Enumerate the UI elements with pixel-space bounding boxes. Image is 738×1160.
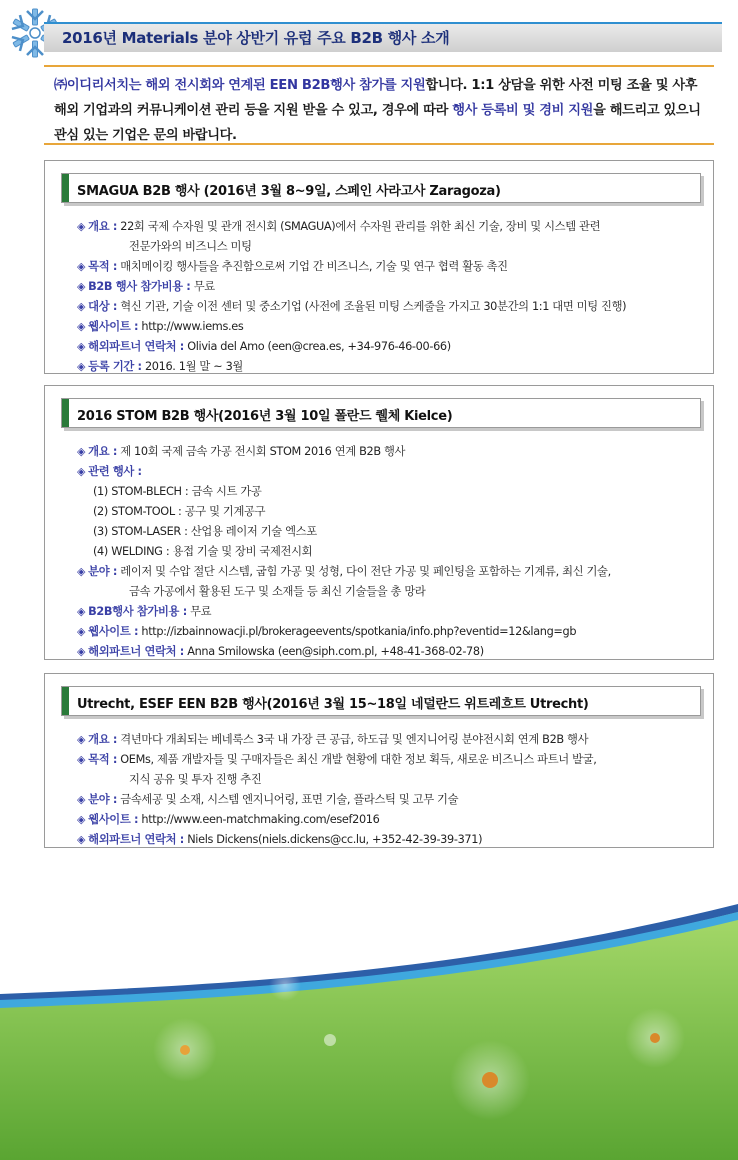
list-item-continuation: 전문가와의 비즈니스 미팅 [129, 240, 252, 253]
item-text: http://izbainnowacji.pl/brokerageevents/spotkania/info.php?eventid=12&lang=gb [138, 625, 577, 638]
list-item [77, 217, 705, 237]
list-item [77, 462, 705, 482]
item-label: 관련 행사 : [88, 465, 142, 478]
item-label: 웹사이트 : [88, 625, 139, 638]
page-title: 2016년 Materials 분야 상반기 유럽 주요 B2B 행사 소개 [62, 29, 450, 47]
diamond-bullet-icon: ◈ [77, 220, 86, 233]
list-item-continuation: 금속 가공에서 활용된 도구 및 소재들 등 최신 기술들을 총 망라 [129, 585, 426, 598]
intro-company: ㈜이디리서치는 [54, 78, 142, 93]
list-item [77, 602, 705, 622]
intro-text-2: 합니다. 1:1 상담을 위한 사전 미팅 조율 및 사후 해외 기업과의 커뮤니케이션 관리 등을 지원 받을 수 있고, 경우에 따라 [54, 78, 698, 118]
list-item [77, 357, 705, 377]
section-title: 2016 STOM B2B 행사(2016년 3월 10일 폴란드 퀠체 Kielce) [77, 409, 453, 424]
section-items [77, 730, 705, 850]
item-text: Niels Dickens(niels.dickens@cc.lu, +352-42-39-39-371) [183, 833, 483, 846]
event-section-esef [44, 673, 714, 848]
section-title: Utrecht, ESEF EEN B2B 행사(2016년 3월 15~18일 네덜란드 위트레흐트 Utrecht) [77, 697, 589, 712]
item-label: 등록 기간 : [88, 360, 142, 373]
list-item [77, 642, 705, 662]
diamond-bullet-icon: ◈ [77, 320, 86, 333]
item-label: 해외파트너 연락처 : [88, 833, 184, 846]
item-text: Olivia del Amo (een@crea.es, +34-976-46-00-66) [183, 340, 451, 353]
diamond-bullet-icon: ◈ [77, 340, 86, 353]
diamond-bullet-icon: ◈ [77, 793, 86, 806]
intro-paragraph [44, 65, 714, 145]
list-item [77, 442, 705, 462]
diamond-bullet-icon: ◈ [77, 300, 86, 313]
item-text: 무료 [190, 280, 215, 293]
section-header-accent [62, 399, 69, 427]
item-label: 분야 : [88, 565, 118, 578]
section-items [77, 217, 705, 377]
list-item [77, 297, 705, 317]
section-header-accent [62, 174, 69, 202]
diamond-bullet-icon: ◈ [77, 605, 86, 618]
item-label: 목적 : [88, 260, 118, 273]
list-item [77, 317, 705, 337]
diamond-bullet-icon: ◈ [77, 733, 86, 746]
diamond-bullet-icon: ◈ [77, 280, 86, 293]
item-text: 22회 국제 수자원 및 관개 전시회 (SMAGUA)에서 수자원 관리를 위한 최신 기술, 장비 및 시스템 관련 [117, 220, 601, 233]
list-item [77, 790, 705, 810]
list-item [77, 830, 705, 850]
list-item [77, 810, 705, 830]
intro-text-3: 을 해드리고 있으니 관심 있는 기업은 문의 바랍니다. [54, 103, 701, 143]
sub-list-item: (2) STOM-TOOL : 공구 및 기계공구 [93, 505, 266, 518]
intro-highlight-1: 해외 전시회와 연계된 EEN B2B행사 참가를 지원 [145, 78, 426, 93]
item-label: 목적 : [88, 753, 118, 766]
item-text: 무료 [186, 605, 212, 618]
section-header-accent [62, 687, 69, 715]
diamond-bullet-icon: ◈ [77, 753, 86, 766]
item-text: 제 10회 국제 금속 가공 전시회 STOM 2016 연계 B2B 행사 [117, 445, 406, 458]
item-text: 레이저 및 수압 절단 시스템, 굽힘 가공 및 성형, 다이 전단 가공 및 페인팅을 포함하는 기계류, 최신 기술, [117, 565, 611, 578]
section-title: SMAGUA B2B 행사 (2016년 3월 8~9일, 스페인 사라고사 Zaragoza) [77, 184, 501, 199]
diamond-bullet-icon: ◈ [77, 260, 86, 273]
list-item-continuation: 지식 공유 및 투자 진행 추진 [129, 773, 262, 786]
section-header [61, 173, 701, 203]
item-text: http://www.iems.es [138, 320, 244, 333]
item-label: 대상 : [88, 300, 118, 313]
list-item [77, 277, 705, 297]
list-item [77, 337, 705, 357]
item-text: http://www.een-matchmaking.com/esef2016 [138, 813, 380, 826]
item-text: 금속세공 및 소재, 시스템 엔지니어링, 표면 기술, 플라스틱 및 고무 기술 [117, 793, 459, 806]
item-text: 격년마다 개최되는 베네룩스 3국 내 가장 큰 공급, 하도급 및 엔지니어링 분야전시회 연계 B2B 행사 [117, 733, 589, 746]
section-items [77, 442, 705, 662]
diamond-bullet-icon: ◈ [77, 645, 86, 658]
diamond-bullet-icon: ◈ [77, 813, 86, 826]
sub-list-item: (4) WELDING : 용접 기술 및 장비 국제전시회 [93, 545, 313, 558]
diamond-bullet-icon: ◈ [77, 625, 86, 638]
item-text: OEMs, 제품 개발자들 및 구매자들은 최신 개발 현황에 대한 정보 획득, 새로운 비즈니스 파트너 발굴, [117, 753, 597, 766]
item-text: Anna Smilowska (een@siph.com.pl, +48-41-368-02-78) [183, 645, 484, 658]
diamond-bullet-icon: ◈ [77, 445, 86, 458]
item-label: 해외파트너 연락처 : [88, 645, 184, 658]
list-item [77, 257, 705, 277]
sub-list-item: (1) STOM-BLECH : 금속 시트 가공 [93, 485, 262, 498]
event-section-smagua [44, 160, 714, 374]
intro-highlight-2: 행사 등록비 및 경비 지원 [452, 103, 594, 118]
item-label: 개요 : [88, 733, 118, 746]
diamond-bullet-icon: ◈ [77, 360, 86, 373]
item-label: B2B 행사 참가비용 : [88, 280, 191, 293]
item-label: 개요 : [88, 445, 118, 458]
item-label: 해외파트너 연락처 : [88, 340, 184, 353]
list-item [77, 622, 705, 642]
list-item [77, 562, 705, 582]
diamond-bullet-icon: ◈ [77, 465, 86, 478]
item-text: 혁신 기관, 기술 이전 센터 및 중소기업 (사전에 조율된 미팅 스케줄을 가지고 30분간의 1:1 대면 미팅 진행) [117, 300, 627, 313]
section-header [61, 686, 701, 716]
list-item [77, 750, 705, 770]
item-label: B2B행사 참가비용 : [88, 605, 187, 618]
item-label: 웹사이트 : [88, 320, 139, 333]
sub-list-item: (3) STOM-LASER : 산업용 레이저 기술 엑스포 [93, 525, 317, 538]
item-text: 매치메이킹 행사들을 추진함으로써 기업 간 비즈니스, 기술 및 연구 협력 활동 촉진 [117, 260, 508, 273]
section-header [61, 398, 701, 428]
item-label: 개요 : [88, 220, 118, 233]
item-label: 분야 : [88, 793, 118, 806]
item-text: 2016. 1월 말 ~ 3월 [141, 360, 243, 373]
footer-decoration [0, 890, 738, 1160]
item-label: 웹사이트 : [88, 813, 139, 826]
diamond-bullet-icon: ◈ [77, 565, 86, 578]
list-item [77, 730, 705, 750]
event-section-stom [44, 385, 714, 660]
diamond-bullet-icon: ◈ [77, 833, 86, 846]
